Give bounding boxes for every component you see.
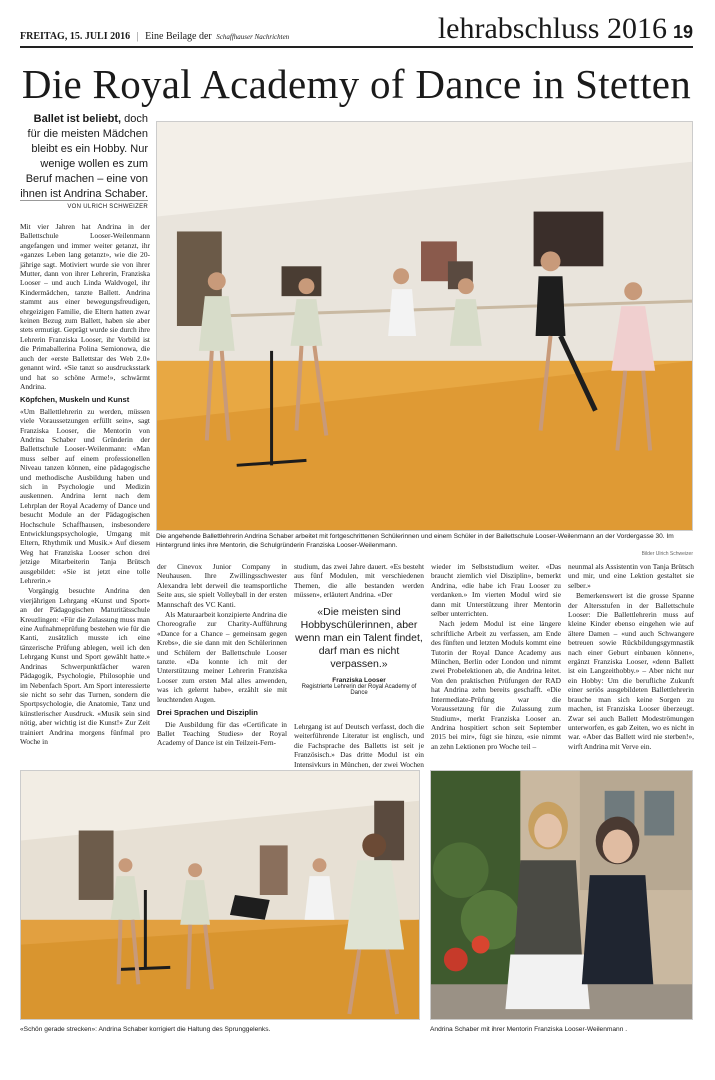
newspaper-logo: Schaffhauser Nachrichten (216, 33, 290, 41)
paragraph: neunmal als Assistentin von Tanja Brütsch und mir, und eine Lektion gestaltet sie selber.» (568, 562, 694, 590)
pull-quote (294, 606, 424, 696)
paragraph: Bemerkenswert ist die grosse Spanne der Altersstufen in der Ballettschule Looser: Die Ballettlehrerin muss auf kleine Kinder ebenso eingehen wie auf ältere Damen – «und auch Schwangere betreuen sowie Rückbildungsgymnastik nach einer Geburt einbauen können», ergänzt Franziska Looser, «denn Ballett ist ein Langzeithobby.» – Aber nicht nur ein Hobby: Um die berufliche Zukunft einer seriös ausgebildeten Ballettlehrerin brauche man sich keine Sorgen zu machen, ist Franziska Looser überzeugt. Zwar sei auch Ballett Modeströmungen unterworfen, es gab Zeiten, wo es nicht in war. «Aber das Ballett wird nie sterben!», wirft Andrina mit Verve ein. (568, 591, 694, 751)
paragraph: Als Maturaarbeit konzipierte Andrina die Choreografie zur Charity-Aufführung «Dance for a Chance – gemeinsam gegen Krebs», die sie dann mit den Schülerinnen und Schülern der Ballettschule Looser tanzte. «Da konnte ich mit der Unterstützung meiner Lehrerin Franziska Looser zum ersten Mal alles anwenden, was ich gelernt habe», erzählt sie mit leuchtenden Augen. (157, 610, 287, 704)
headline: Die Royal Academy of Dance in Stetten (21, 61, 692, 107)
section-header (438, 12, 693, 46)
column-3-bottom (294, 722, 424, 769)
paragraph: studium, das zwei Jahre dauert. «Es besteht aus fünf Modulen, mit verschiedenen Themen, die alle bestanden werden müssen», erläutert Andrina. «Der (294, 562, 424, 600)
column-2 (157, 562, 287, 762)
issue-date: FREITAG, 15. JULI 2016 (20, 31, 131, 42)
paragraph: Die Ausbildung für das «Certificate in Ballet Teaching Studies» der Royal Academy of Dance ist ein Teilzeit-Fern- (157, 719, 287, 748)
byline: VON ULRICH SCHWEIZER (20, 200, 148, 210)
lead-bold: Ballet ist beliebt, (33, 113, 122, 125)
lead-text (20, 112, 148, 202)
quote-role: Registrierte Lehrerin der Royal Academy of Dance (301, 684, 417, 696)
column-3-top (294, 562, 424, 602)
ballet-studio-illustration (157, 122, 692, 530)
main-photo (156, 121, 693, 531)
page-number: 19 (672, 22, 693, 42)
photo-credit: Bilder Ulrich Schweizer (641, 551, 693, 557)
lead-rest: doch für die meisten Mädchen bleibt es ein Hobby. Nur wenige wollen es zum Beruf machen – eine von ihnen ist Andrina Schaber. (20, 113, 148, 200)
paragraph: Nach jedem Modul ist eine längere schriftliche Arbeit zu verfassen, am Ende des fünften und letzten Moduls kommt eine Tutorin der Royal Dance Academy aus München, Berlin oder London und nimmt zwei Probelektionen ab, die Andrina leitet. Von den praktischen Prüfungen der RAD hat Andrina zehn bereits geschafft. «Die Intermediate-Prüfung war die Voraussetzung für die Zulassung zum Studium», merkt Franziska Looser an. Andrina hospitiert schon seit September 2015 bei mir», fügt sie hinzu, «sie nimmt an zehn Lektionen pro Woche teil – (431, 619, 561, 751)
bottom-left-caption: «Schön gerade strecken»: Andrina Schaber korrigiert die Haltung des Sprunggelenks. (20, 1026, 271, 1033)
subheading: Köpfchen, Muskeln und Kunst (20, 395, 130, 405)
supplement-label: Eine Beilage der (145, 31, 212, 42)
paragraph: Mit vier Jahren hat Andrina in der Ballettschule Looser-Weilenmann angefangen und immer weiter getanzt, ihr «ganzes Leben lang getanzt», wie die 20-jährige sagt. Motiviert wurde sie von ihrer Mutter, dann von ihrer Lehrerin, Franziska Looser – und auch Linda Waldvogel, ihr Kindermädchen, tanzte Ballett. Andrina stammt aus einer bewegungsfreudigen, ehrgeizigen Familie, die Eltern hatten zwar keinen Bezug zum Ballett, haben sie aber stets ermutigt. Geprägt wurde sie durch ihre Lehrerin Franziska Looser, ihr Vorbild ist die Primaballerina Polina Semionowa, die auch der «erste Ballettstar des Web 2.0» genannt wird. «Sie tanzt so ausdrucksstark und hat so schöne Arme!», schwärmt Andrina. (20, 222, 150, 391)
portrait-illustration (431, 771, 692, 1019)
quote-text: «Die meisten sind Hobbyschülerinnen, aber wenn man ein Talent findet, darf man es nicht verpassen.» (295, 606, 423, 670)
paragraph: wieder im Selbststudium weiter. «Das braucht ziemlich viel Disziplin», bemerkt Andrina, «die habe ich Frau Looser zu verdanken.» Im vierten Modul wird sie dann mit Unterstützung ihrer Mentorin selber unterrichten. (431, 562, 561, 619)
paragraph: der Cinevox Junior Company in Neuhausen. Ihre Zwillingsschwester Alexandra lebt derweil die teamsportliche Seite aus, sie spielt Volleyball in der ersten Mannschaft des VC Kanti. (157, 562, 287, 609)
ballet-correction-illustration (21, 771, 419, 1019)
bottom-right-photo (430, 770, 693, 1020)
paragraph: Vorgängig besuchte Andrina den vierjährigen Lehrgang «Kunst und Sport» an der Pädagogischen Maturitätsschule Kreuzlingen: «Für die Zulassung muss man eine Aufnahmeprüfung bestehen wie für die Kanti, zusätzlich musste ich eine tänzerische Prüfung ablegen, weil ich den Lehrgang Kunst und Sport gewählt hatte.» Andrinas Schwerpunktfächer waren Pädagogik, Psychologie, Philosophie und im Nebenfach Sport. Am Sport interessierte sie nicht so sehr das Turnen, sondern die Sportpsychologie, die Anatomie, Tanz und künstlerischer Ausdruck. «Musik sein sind nötig, aber wichtig ist die Kunst!» Zur Zeit trainiert Andrina morgens fünfmal pro Woche in (20, 586, 150, 746)
header-dateline: FREITAG, 15. JULI 2016 | Eine Beilage der Schaffhauser Nachrichten (20, 31, 290, 42)
header-rule (20, 46, 693, 48)
paragraph: Lehrgang ist auf Deutsch verfasst, doch die weiterführende Literatur ist englisch, und die Fachsprache des Balletts ist seit je Französisch.» Das dritte Modul ist ein Intensivkurs in München, der zwei Wochen (294, 722, 424, 769)
column-4 (431, 562, 561, 762)
section-title: lehrabschluss 2016 (437, 12, 667, 45)
column-1 (20, 222, 150, 762)
paragraph: «Um Ballettlehrerin zu werden, müssen viele Voraussetzungen erfüllt sein», sagt Franziska Looser, die Mentorin von Andrina Schaber und Gründerin der Ballettschule Looser-Weilenmann: «Man muss selber auf einem professionellen Niveau tanzen können, eine pädagogische und methodische Ausbildung haben und sich in Psychologie und Medizin auskennen. Andrina lernt nach dem Lehrplan der Royal Academy of Dance und besucht Module an der Pädagogischen Hochschule Schaffhausen, insbesondere Entwicklungspsychologie, Umgang mit Eltern, Rhythmik und Musik.» Auf diesem Weg hat Franziska Looser schon drei jetzige Mitarbeiterin Tanja Brütsch ausgebildet: «Sie ist jetzt eine tolle Lehrerin.» (20, 406, 150, 586)
subheading: Drei Sprachen und Disziplin (157, 708, 258, 718)
column-5 (568, 562, 694, 762)
quote-name: Franziska Looser (332, 677, 386, 684)
bottom-left-photo (20, 770, 420, 1020)
main-photo-caption: Die angehende Ballettlehrerin Andrina Schaber arbeitet mit fortgeschrittenen Schülerinnen und einem Schüler in der Ballettschule Looser-Weilenmann an der Vordergasse 30. Im Hintergrund links ihre Mentorin, die Schulgründerin Franziska Looser-Weilenmann. (156, 533, 674, 549)
bottom-right-caption: Andrina Schaber mit ihrer Mentorin Franziska Looser-Weilenmann . (430, 1026, 628, 1033)
